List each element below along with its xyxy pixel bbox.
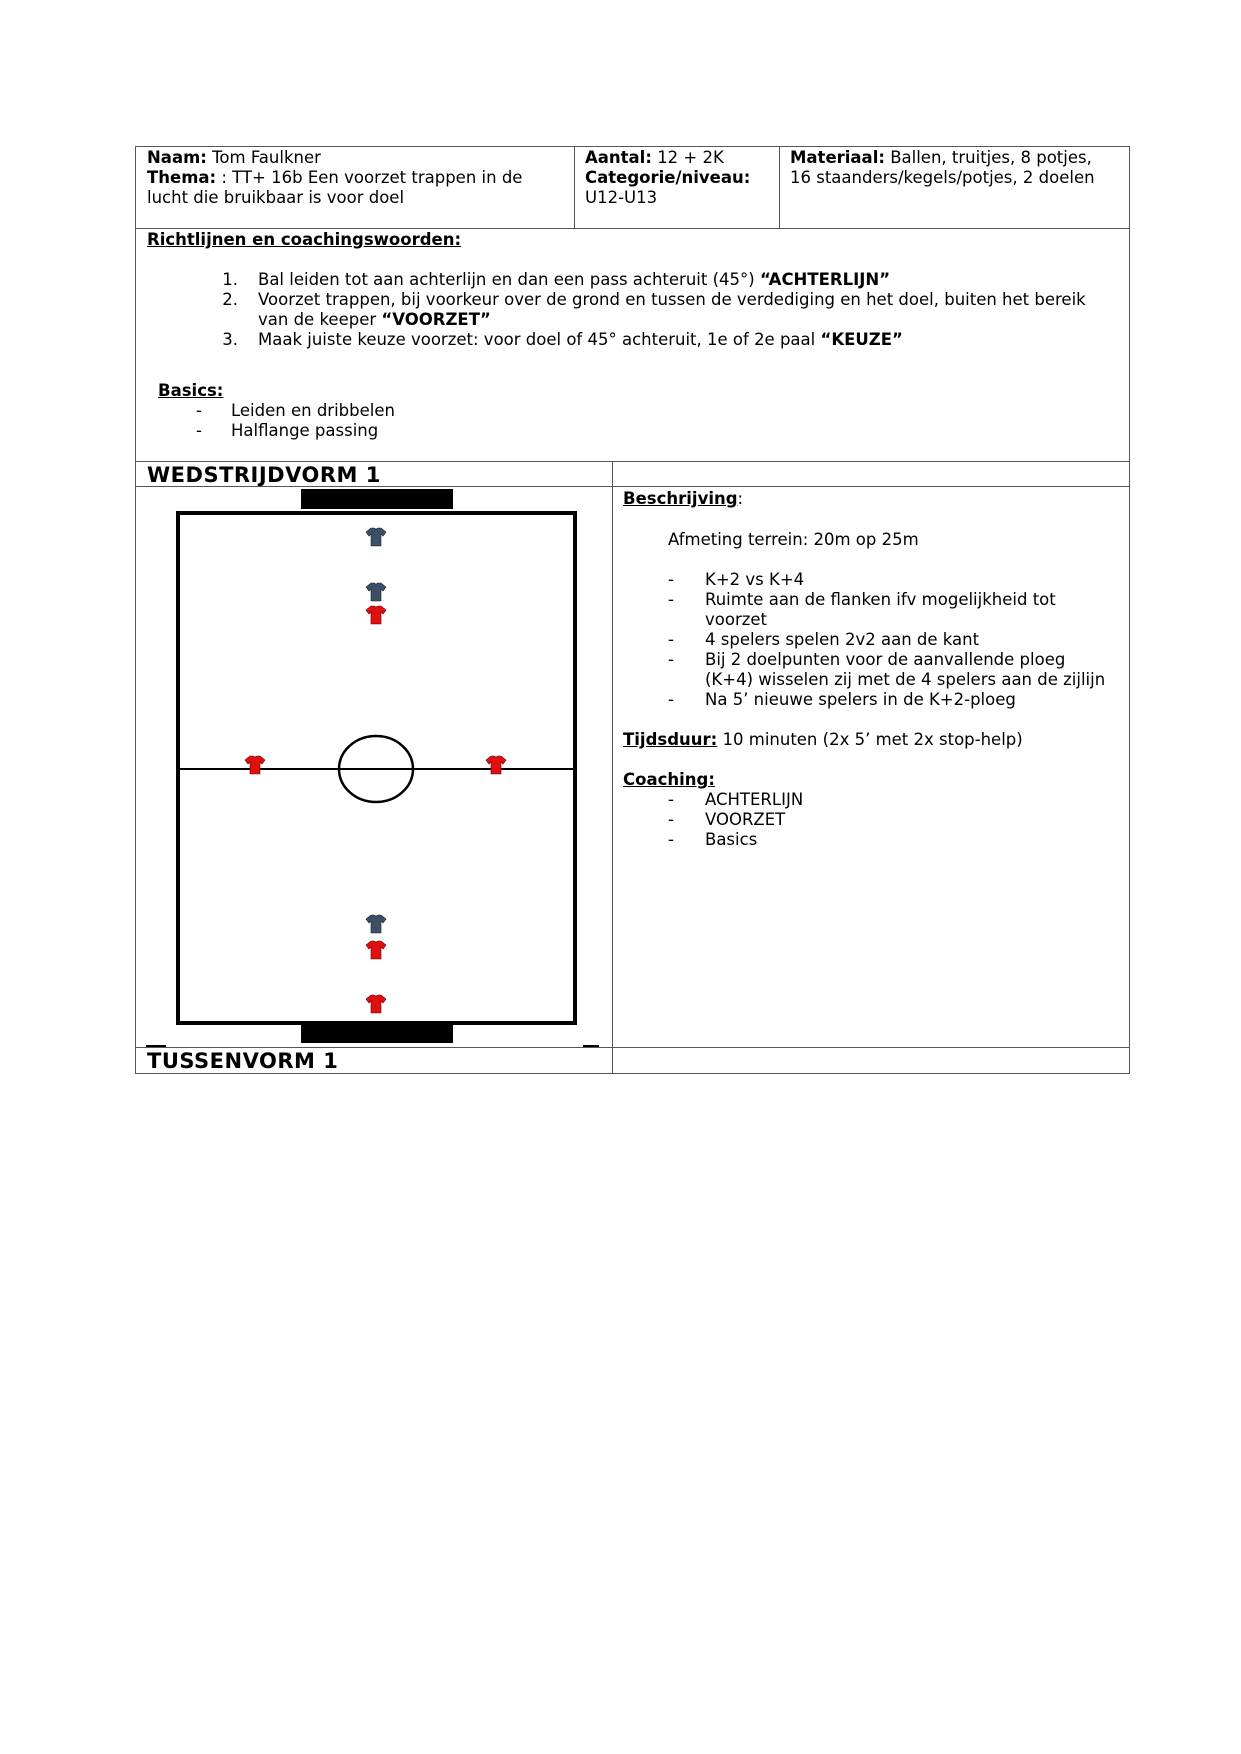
beschrijving-cell [612, 486, 1130, 1048]
list-item: Na 5’ nieuwe spelers in de K+2-ploeg [705, 690, 1016, 709]
tijdsduur-label: Tijdsduur: [623, 730, 718, 749]
basics-item: Leiden en dribbelen [231, 401, 395, 420]
basics-item: Halflange passing [231, 421, 379, 440]
list-item-continuation: (K+4) wisselen zij met de 4 spelers aan de zijlijn [705, 670, 1106, 689]
materiaal-label: Materiaal: [790, 148, 885, 167]
tijdsduur-line [623, 730, 1023, 750]
afmeting-text: Afmeting terrein: 20m op 25m [668, 530, 919, 549]
aantal-line [585, 148, 724, 168]
dash-marker: - [668, 590, 674, 609]
thema-line-2: lucht die bruikbaar is voor doel [147, 188, 405, 207]
list-item: Maak juiste keuze voorzet: voor doel of 45° achteruit, 1e of 2e paal “KEUZE” [258, 330, 903, 349]
coaching-item: ACHTERLIJN [705, 790, 804, 809]
aantal-label: Aantal: [585, 148, 652, 167]
thema-value: : TT+ 16b Een voorzet trappen in de [221, 168, 523, 187]
field-diagram [136, 487, 612, 1047]
list-item: Bij 2 doelpunten voor de aanvallende ploeg [705, 650, 1066, 669]
list-item-number: 3. [222, 330, 238, 349]
categorie-value: U12-U13 [585, 188, 658, 207]
top-goal [301, 489, 453, 509]
list-item-number: 2. [222, 290, 238, 309]
list-item: K+2 vs K+4 [705, 570, 805, 589]
basics-title: Basics: [158, 381, 224, 400]
wedstrijdvorm-title: WEDSTRIJDVORM 1 [147, 463, 381, 487]
materiaal-line [790, 148, 1092, 168]
dash-marker: - [668, 690, 674, 709]
materiaal-value: Ballen, truitjes, 8 potjes, [890, 148, 1092, 167]
dash-marker: - [668, 630, 674, 649]
dash-marker: - [668, 650, 674, 669]
thema-label: Thema: [147, 168, 217, 187]
materiaal-line-2: 16 staanders/kegels/potjes, 2 doelen [790, 168, 1095, 187]
tijdsduur-value: 10 minuten (2x 5’ met 2x stop-help) [722, 730, 1023, 749]
list-item-continuation: van de keeper “VOORZET” [258, 310, 491, 329]
list-item: Ruimte aan de flanken ifv mogelijkheid tot [705, 590, 1056, 609]
red-player-shirt-icon [245, 756, 265, 774]
tussenvorm-title: TUSSENVORM 1 [147, 1049, 339, 1073]
dash-marker: - [668, 570, 674, 589]
wedstrijdvorm-title-right-cell [612, 461, 1130, 487]
dash-marker: - [668, 830, 674, 849]
list-item-number: 1. [222, 270, 238, 289]
list-item: 4 spelers spelen 2v2 aan de kant [705, 630, 980, 649]
beschrijving-label: Beschrijving [623, 489, 738, 508]
blue-player-shirt-icon [366, 528, 386, 546]
list-item: Voorzet trappen, bij voorkeur over de grond en tussen de verdediging en het doel, buiten het bereik [258, 290, 1086, 309]
beschrijving-heading: Beschrijving: [623, 489, 744, 508]
dash-marker: - [668, 810, 674, 829]
coaching-label: Coaching: [623, 770, 715, 789]
dash-marker: - [668, 790, 674, 809]
naam-line [147, 148, 321, 168]
aantal-value: 12 + 2K [657, 148, 724, 167]
categorie-label: Categorie/niveau: [585, 168, 751, 187]
richtlijnen-title: Richtlijnen en coachingswoorden: [147, 230, 462, 249]
dash-marker: - [196, 401, 202, 420]
red-player-shirt-icon [486, 756, 506, 774]
coaching-item: VOORZET [705, 810, 786, 829]
dash-marker: - [196, 421, 202, 440]
red-player-shirt-icon [366, 995, 386, 1013]
naam-label: Naam: [147, 148, 207, 167]
red-player-shirt-icon [366, 606, 386, 624]
list-item: Bal leiden tot aan achterlijn en dan een pass achteruit (45°) “ACHTERLIJN” [258, 270, 891, 289]
red-player-shirt-icon [366, 941, 386, 959]
blue-player-shirt-icon [366, 583, 386, 601]
coaching-item: Basics [705, 830, 758, 849]
naam-value: Tom Faulkner [212, 148, 321, 167]
tussenvorm-title-right-cell [612, 1047, 1130, 1074]
thema-line [147, 168, 522, 188]
list-item-continuation: voorzet [705, 610, 768, 629]
blue-player-shirt-icon [366, 915, 386, 933]
bottom-goal [301, 1025, 453, 1043]
